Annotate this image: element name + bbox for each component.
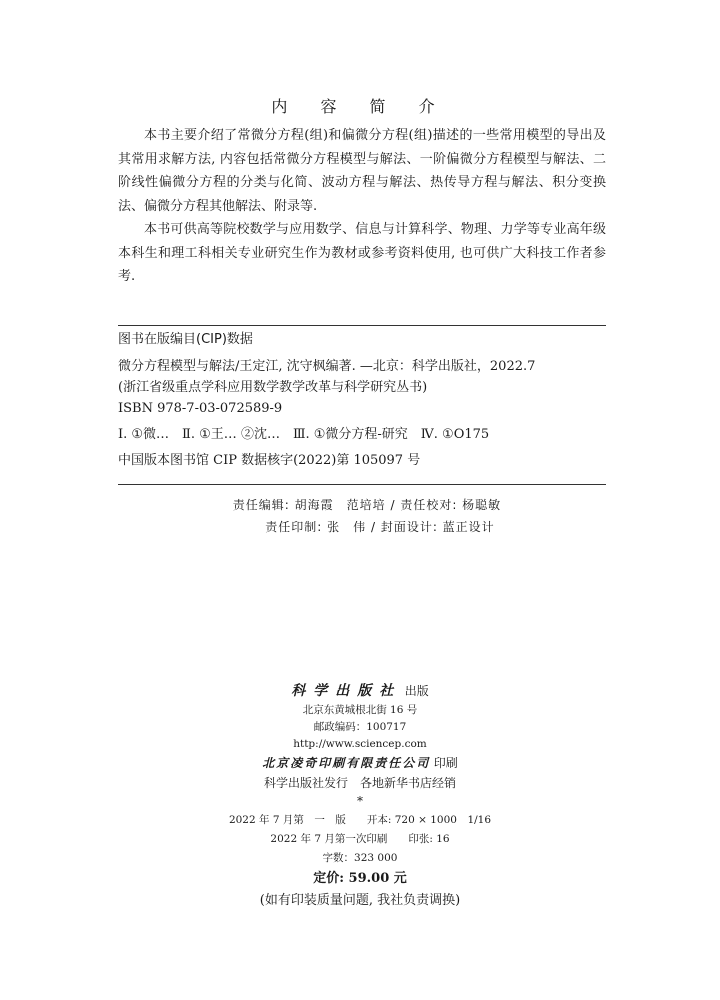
separator-star: * [357, 794, 363, 808]
printing-line: 2022 年 7 月第一次印刷 印张: 16 [270, 833, 450, 845]
editors-line-1: 责任编辑: 胡海霞 范培培 / 责任校对: 杨聪敏 [232, 498, 502, 512]
summary-paragraph-2: 本书可供高等院校数学与应用数学、信息与计算科学、物理、力学等专业高年级本科生和理工科相关专业研究生作为教材或参考资料使用, 也可供广大科技工作者参考. [118, 222, 606, 284]
cip-top-rule [118, 325, 606, 326]
publisher-row [0, 680, 720, 702]
cip-block [118, 329, 606, 471]
imprint-block [0, 680, 720, 912]
printer-row [0, 753, 720, 773]
cip-record-line: 微分方程模型与解法/王定江, 沈守枫编著. —北京：科学出版社，2022.7 [118, 359, 536, 374]
publisher-website: http://www.sciencep.com [293, 738, 427, 750]
printer-logo: 北京凌奇印刷有限责任公司 [262, 756, 431, 770]
printer-suffix: 印刷 [433, 756, 458, 770]
publisher-suffix: 出版 [404, 684, 429, 698]
wordcount-line: 字数：323 000 [322, 852, 398, 864]
cip-classification: Ⅰ. ①微… Ⅱ. ①王… ②沈… Ⅲ. ①微分方程-研究 Ⅳ. ①O175 [118, 427, 490, 442]
summary-paragraph-1: 本书主要介绍了常微分方程(组)和偏微分方程(组)描述的一些常用模型的导出及其常用求解方法, 内容包括常微分方程模型与解法、一阶偏微分方程模型与解法、二阶线性偏微分方程的分类与化简、波动方程与解法、热传导方程与解法、积分变换法、偏微分方程其他解法、附录等. [118, 128, 606, 214]
summary-heading: 内 容 简 介 [271, 97, 449, 116]
edition-line: 2022 年 7 月第 一 版 开本: 720 × 1000 1/16 [228, 814, 492, 826]
price-line: 定价: 59.00 元 [313, 871, 407, 886]
publisher-logo: 科学出版社 [291, 683, 402, 699]
summary-text [118, 124, 606, 289]
editors-line-2: 责任印制: 张 伟 / 封面设计: 蓝正设计 [265, 520, 495, 534]
publisher-address: 北京东黄城根北街 16 号 [302, 704, 418, 716]
cip-series-line: (浙江省级重点学科应用数学教学改革与科学研究丛书) [118, 380, 428, 395]
cip-verify-number: 中国版本图书馆 CIP 数据核字(2022)第 105097 号 [118, 453, 421, 468]
quality-notice: (如有印装质量问题, 我社负责调换) [259, 893, 461, 908]
distribution-line: 科学出版社发行 各地新华书店经销 [263, 776, 456, 790]
editors-block [0, 494, 720, 538]
cip-title: 图书在版编目(CIP)数据 [118, 332, 253, 347]
cip-bottom-rule [118, 484, 606, 485]
cip-isbn: ISBN 978-7-03-072589-9 [118, 401, 283, 416]
publisher-postcode: 邮政编码：100717 [313, 721, 407, 733]
